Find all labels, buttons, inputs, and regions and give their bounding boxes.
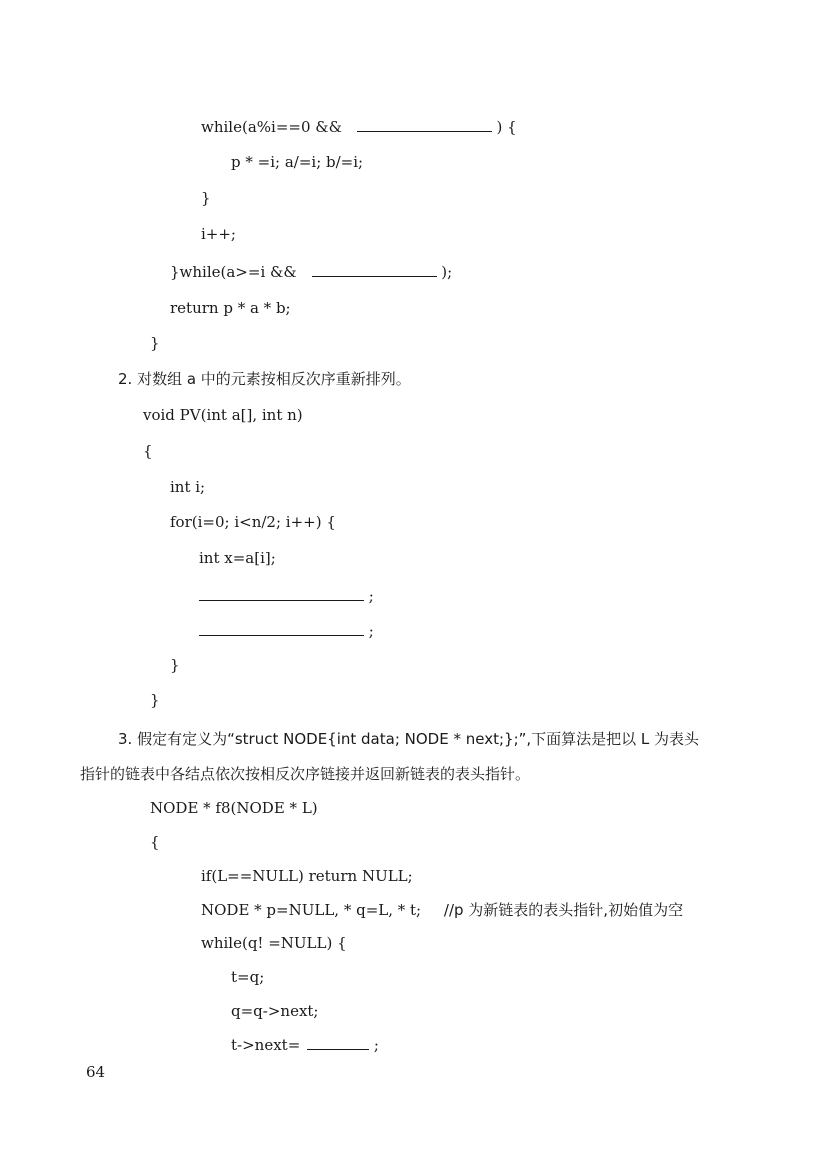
fill-blank: [199, 586, 364, 601]
code-line: }: [150, 334, 160, 352]
fill-blank: [312, 262, 437, 277]
code-line: }: [150, 691, 160, 709]
fill-blank: [357, 117, 492, 132]
code-text: while(a%i==0 &&: [201, 118, 342, 136]
code-text: );: [441, 263, 453, 281]
code-comment: //p 为新链表的表头指针,初始值为空: [443, 901, 684, 919]
code-line-blank: [199, 621, 374, 641]
code-line-blank: [199, 586, 374, 606]
question-3-prompt-line1: 3. 假定有定义为“struct NODE{int data; NODE * next;};”,下面算法是把以 L 为表头: [118, 730, 700, 748]
code-text: ;: [368, 587, 374, 605]
code-text: ) {: [496, 118, 517, 136]
code-line: void PV(int a[], int n): [143, 406, 303, 424]
code-text: t->next=: [231, 1036, 301, 1054]
code-line: NODE * f8(NODE * L): [150, 799, 318, 817]
fill-blank: [199, 621, 364, 636]
code-line-decl: [201, 900, 683, 920]
code-line: p * =i; a/=i; b/=i;: [231, 153, 364, 171]
page-number: 64: [86, 1063, 106, 1081]
code-line-while-inner: [201, 117, 517, 137]
fill-blank: [307, 1035, 369, 1050]
code-line: t=q;: [231, 968, 265, 986]
code-line: }: [170, 656, 180, 674]
code-line: if(L==NULL) return NULL;: [201, 867, 413, 885]
code-text: NODE * p=NULL, * q=L, * t;: [201, 901, 422, 919]
question-2-prompt: 2. 对数组 a 中的元素按相反次序重新排列。: [118, 370, 411, 388]
code-line: return p * a * b;: [170, 299, 291, 317]
code-line: int x=a[i];: [199, 549, 276, 567]
question-3-prompt-line2: 指针的链表中各结点依次按相反次序链接并返回新链表的表头指针。: [80, 765, 531, 783]
code-line-do-while: [170, 262, 452, 282]
code-line: while(q! =NULL) {: [201, 934, 347, 952]
code-line: q=q->next;: [231, 1002, 319, 1020]
code-line: {: [143, 442, 153, 460]
code-text: }while(a>=i &&: [170, 263, 297, 281]
code-line: {: [150, 833, 160, 851]
code-text: ;: [368, 622, 374, 640]
code-line-blank: [231, 1035, 379, 1055]
code-line: i++;: [201, 225, 236, 243]
code-line: int i;: [170, 478, 206, 496]
code-line: }: [201, 189, 211, 207]
code-text: ;: [373, 1036, 379, 1054]
code-line: for(i=0; i<n/2; i++) {: [170, 513, 336, 531]
